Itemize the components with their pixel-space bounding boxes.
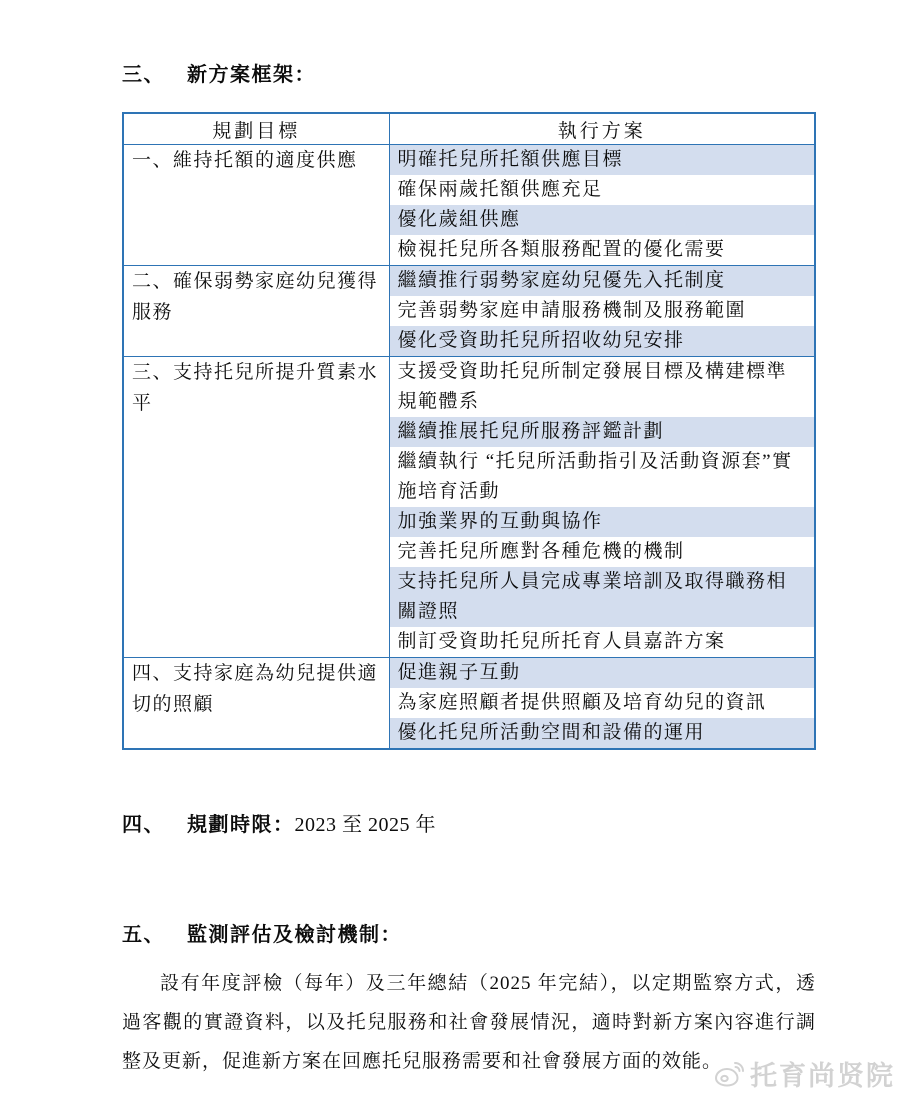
timeline-heading-number: 四、 (122, 814, 165, 836)
plan-cell: 優化托兒所活動空間和設備的運用 (389, 718, 815, 749)
timeline-value: 2023 至 2025 年 (294, 814, 436, 836)
framework-heading (122, 62, 816, 88)
plan-cell: 繼續推展托兒所服務評鑑計劃 (389, 417, 815, 447)
goal-cell: 一、維持托額的適度供應 (123, 145, 389, 266)
plan-cell: 支援受資助托兒所制定發展目標及構建標準規範體系 (389, 357, 815, 418)
table-row (123, 357, 815, 418)
plan-cell: 優化受資助托兒所招收幼兒安排 (389, 326, 815, 357)
plan-cell: 為家庭照顧者提供照顧及培育幼兒的資訊 (389, 688, 815, 718)
plan-cell: 檢視托兒所各類服務配置的優化需要 (389, 235, 815, 266)
column-header-goal: 規劃目標 (123, 113, 389, 145)
plan-cell: 優化歲組供應 (389, 205, 815, 235)
plan-cell: 繼續推行弱勢家庭幼兒優先入托制度 (389, 266, 815, 297)
goal-cell: 三、支持托兒所提升質素水平 (123, 357, 389, 658)
monitoring-paragraph: 設有年度評檢（每年）及三年總結（2025 年完結），以定期監察方式，透過客觀的實證資料，以及托兒服務和社會發展情況，適時對新方案內容進行調整及更新，促進新方案在回應托兒服務需要和社會發展方面的效能。 (122, 973, 816, 1072)
document-page (122, 62, 816, 1081)
goal-cell: 四、支持家庭為幼兒提供適切的照顧 (123, 658, 389, 750)
plan-cell: 促進親子互動 (389, 658, 815, 689)
timeline-heading-title: 規劃時限： (187, 814, 295, 836)
table-row (123, 266, 815, 297)
plan-cell: 完善托兒所應對各種危機的機制 (389, 537, 815, 567)
goal-cell: 二、確保弱勢家庭幼兒獲得服務 (123, 266, 389, 357)
table-row (123, 658, 815, 689)
plan-cell: 明確托兒所托額供應目標 (389, 145, 815, 176)
weibo-icon (713, 1059, 747, 1089)
table-header-row (123, 113, 815, 145)
plan-cell: 加強業界的互動與協作 (389, 507, 815, 537)
plan-cell: 確保兩歲托額供應充足 (389, 175, 815, 205)
plan-cell: 繼續執行 “托兒所活動指引及活動資源套”實施培育活動 (389, 447, 815, 507)
plan-table-body (123, 145, 815, 750)
plan-cell: 完善弱勢家庭申請服務機制及服務範圍 (389, 296, 815, 326)
monitoring-heading (122, 922, 816, 948)
column-header-plan: 執行方案 (389, 113, 815, 145)
watermark (713, 1054, 895, 1093)
plan-cell: 支持托兒所人員完成專業培訓及取得職務相關證照 (389, 567, 815, 627)
timeline-heading (122, 812, 816, 838)
plan-cell: 制訂受資助托兒所托育人員嘉許方案 (389, 627, 815, 658)
table-row (123, 145, 815, 176)
framework-heading-number: 三、 (122, 64, 165, 86)
monitoring-heading-title: 監測評估及檢討機制： (187, 924, 402, 946)
plan-table (122, 112, 816, 750)
watermark-text: 托育尚贤院 (750, 1061, 895, 1091)
framework-heading-title: 新方案框架： (187, 64, 316, 86)
monitoring-heading-number: 五、 (122, 924, 165, 946)
